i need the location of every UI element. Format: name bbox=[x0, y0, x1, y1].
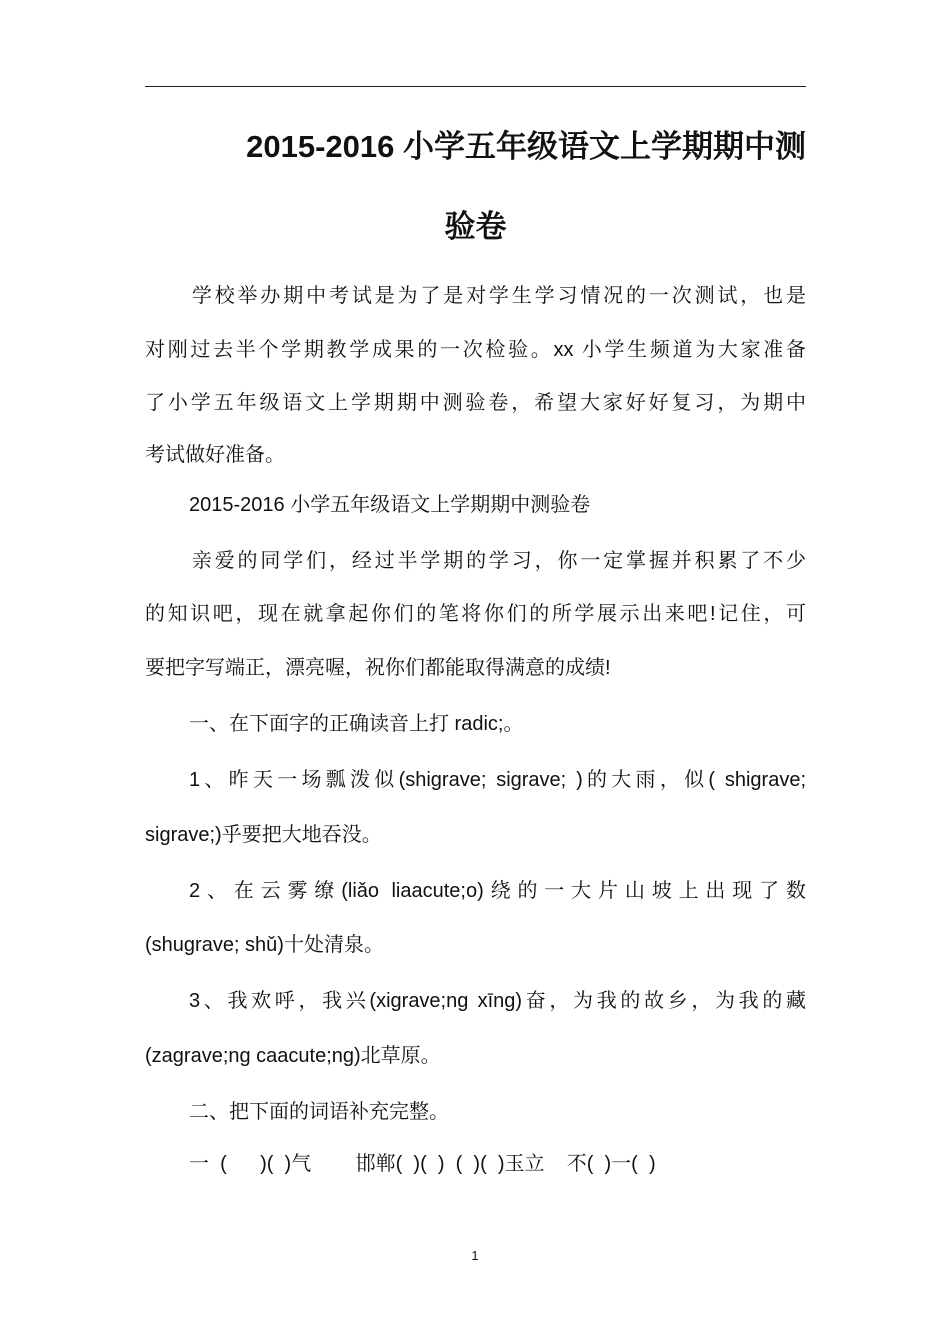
q3-line-1: 3、我欢呼，我兴(xigrave;ng xīng)奋，为我的故乡，为我的藏 bbox=[189, 990, 806, 1012]
intro-line-4: 考试做好准备。 bbox=[145, 444, 285, 466]
intro-line-2: 对刚过去半个学期教学成果的一次检验。xx 小学生频道为大家准备 bbox=[145, 339, 806, 361]
section1-heading: 一、在下面字的正确读音上打 radic;。 bbox=[189, 713, 524, 735]
q1-line-2: sigrave;)乎要把大地吞没。 bbox=[145, 824, 382, 846]
page-number: 1 bbox=[471, 1248, 479, 1263]
q2-line-1: 2、在云雾缭(liǎo liaacute;o)绕的一大片山坡上出现了数 bbox=[189, 880, 806, 902]
intro-line-3: 了小学五年级语文上学期期中测验卷，希望大家好好复习，为期中 bbox=[145, 392, 806, 414]
greeting-line-3: 要把字写端正，漂亮喔，祝你们都能取得满意的成绩! bbox=[145, 657, 611, 679]
q1-line-1: 1、昨天一场瓢泼似(shigrave; sigrave; )的大雨，似( shigrave; bbox=[189, 769, 806, 791]
intro-line-1: 学校举办期中考试是为了是对学生学习情况的一次测试，也是 bbox=[189, 285, 806, 307]
section2-fill-in-line: 一 ( )( )气 邯郸( )( ) ( )( )玉立 不( )一( ) bbox=[189, 1153, 656, 1175]
q2-line-2: (shugrave; shǔ)十处清泉。 bbox=[145, 934, 384, 956]
q3-line-2: (zagrave;ng caacute;ng)北草原。 bbox=[145, 1045, 441, 1067]
greeting-line-1: 亲爱的同学们，经过半学期的学习，你一定掌握并积累了不少 bbox=[189, 550, 806, 572]
document-title-line1: 2015-2016 小学五年级语文上学期期中测 bbox=[246, 129, 806, 164]
greeting-line-2: 的知识吧，现在就拿起你们的笔将你们的所学展示出来吧!记住，可 bbox=[145, 603, 806, 625]
subtitle: 2015-2016 小学五年级语文上学期期中测验卷 bbox=[189, 494, 591, 516]
document-title-line2: 验卷 bbox=[444, 209, 507, 244]
header-rule bbox=[145, 86, 806, 87]
section2-heading: 二、把下面的词语补充完整。 bbox=[189, 1101, 449, 1123]
